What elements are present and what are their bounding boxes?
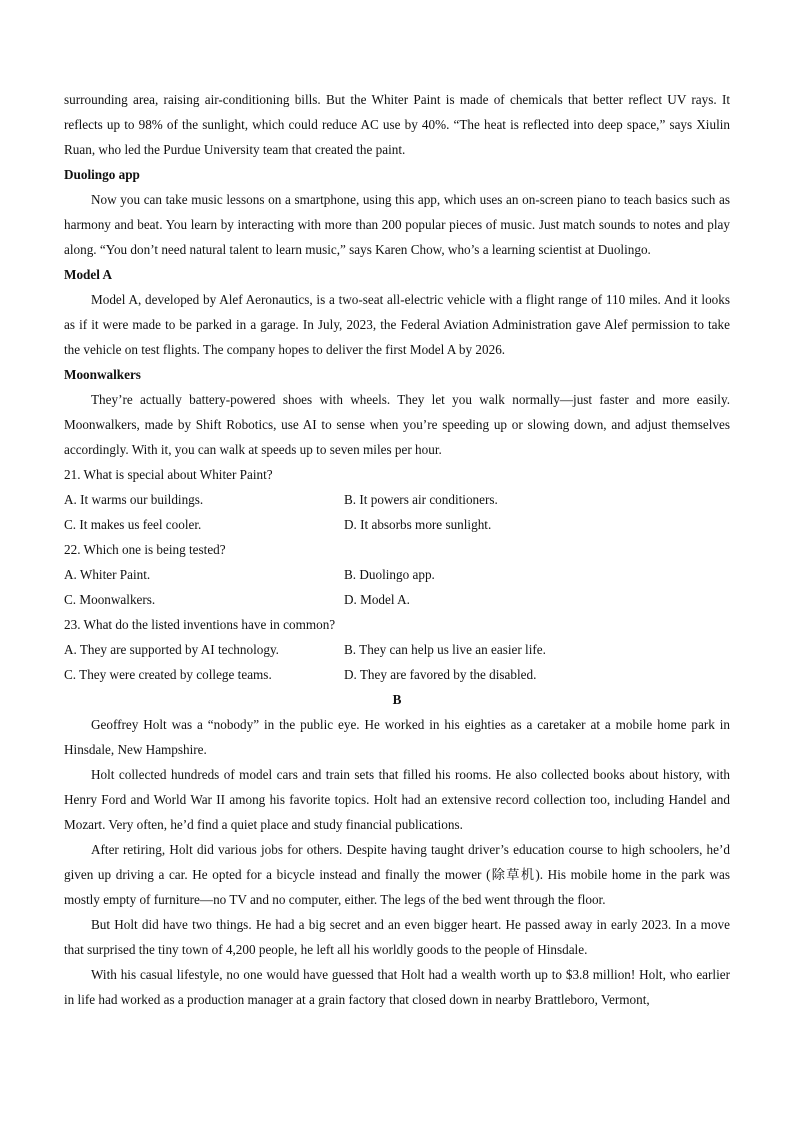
part-b-paragraph: Geoffrey Holt was a “nobody” in the public eye. He worked in his eighties as a caretaker at a mobile home park in Hinsdale, New Hampshire. <box>64 717 730 757</box>
question-stem: 22. Which one is being tested? <box>64 542 226 557</box>
document-page <box>64 87 730 1012</box>
option-d: D. It absorbs more sunlight. <box>344 517 492 532</box>
question-23 <box>64 612 730 687</box>
section-heading-model-a: Model A <box>64 267 112 282</box>
option-b: B. It powers air conditioners. <box>344 492 498 507</box>
option-c: C. It makes us feel cooler. <box>64 517 202 532</box>
option-d: D. They are favored by the disabled. <box>344 667 537 682</box>
section-text-model-a: Model A, developed by Alef Aeronautics, is a two-seat all-electric vehicle with a flight range of 110 miles. And it looks as if it were made to be parked in a garage. In July, 2023, the Federal Aviation Administration gave Alef permission to take the vehicle on test flights. The company hopes to deliver the first Model A by 2026. <box>64 292 730 357</box>
question-21 <box>64 462 730 537</box>
option-d: D. Model A. <box>344 592 410 607</box>
part-b-label: B <box>392 692 402 707</box>
part-b-paragraph: But Holt did have two things. He had a big secret and an even bigger heart. He passed away in early 2023. In a move that surprised the tiny town of 4,200 people, he left all his worldly goods to the people of Hinsdale. <box>64 917 730 957</box>
section-text-duolingo: Now you can take music lessons on a smartphone, using this app, which uses an on-screen piano to teach basics such as harmony and beat. You learn by interacting with more than 200 popular pieces of music. Just match sounds to notes and play along. “You don’t need natural talent to learn music,” says Karen Chow, who’s a learning scientist at Duolingo. <box>64 192 730 257</box>
option-a: A. They are supported by AI technology. <box>64 642 279 657</box>
whiter-paint-paragraph-tail: surrounding area, raising air-conditioning bills. But the Whiter Paint is made of chemicals that better reflect UV rays. It reflects up to 98% of the sunlight, which could reduce AC use by 40%. “The heat is reflected into deep space,” says Xiulin Ruan, who led the Purdue University team that created the paint. <box>64 92 730 157</box>
option-a: A. Whiter Paint. <box>64 567 151 582</box>
part-b-paragraph: With his casual lifestyle, no one would have guessed that Holt had a wealth worth up to $3.8 million! Holt, who earlier in life had worked as a production manager at a grain factory that closed down in nearby Brattleboro, Vermont, <box>64 967 730 1007</box>
question-22 <box>64 537 730 612</box>
option-b: B. Duolingo app. <box>344 567 435 582</box>
option-b: B. They can help us live an easier life. <box>344 642 546 657</box>
part-b-paragraph: After retiring, Holt did various jobs for others. Despite having taught driver’s education course to high schoolers, he’d given up driving a car. He opted for a bicycle instead and finally the mower (除草机). His mobile home in the park was mostly empty of furniture—no TV and no computer, either. The legs of the bed went through the floor. <box>64 842 730 907</box>
option-a: A. It warms our buildings. <box>64 492 204 507</box>
question-stem: 23. What do the listed inventions have in common? <box>64 617 336 632</box>
part-b-paragraph: Holt collected hundreds of model cars and train sets that filled his rooms. He also collected books about history, with Henry Ford and World War II among his favorite topics. Holt had an extensive record collection too, including Handel and Mozart. Very often, he’d find a quiet place and study financial publications. <box>64 767 730 832</box>
section-heading-duolingo: Duolingo app <box>64 167 140 182</box>
option-c: C. They were created by college teams. <box>64 667 272 682</box>
question-stem: 21. What is special about Whiter Paint? <box>64 467 273 482</box>
option-c: C. Moonwalkers. <box>64 592 156 607</box>
section-heading-moonwalkers: Moonwalkers <box>64 367 141 382</box>
section-text-moonwalkers: They’re actually battery-powered shoes with wheels. They let you walk normally—just faster and more easily. Moonwalkers, made by Shift Robotics, use AI to sense when you’re speeding up or slowing down, and adjust themselves accordingly. With it, you can walk at speeds up to seven miles per hour. <box>64 392 730 457</box>
